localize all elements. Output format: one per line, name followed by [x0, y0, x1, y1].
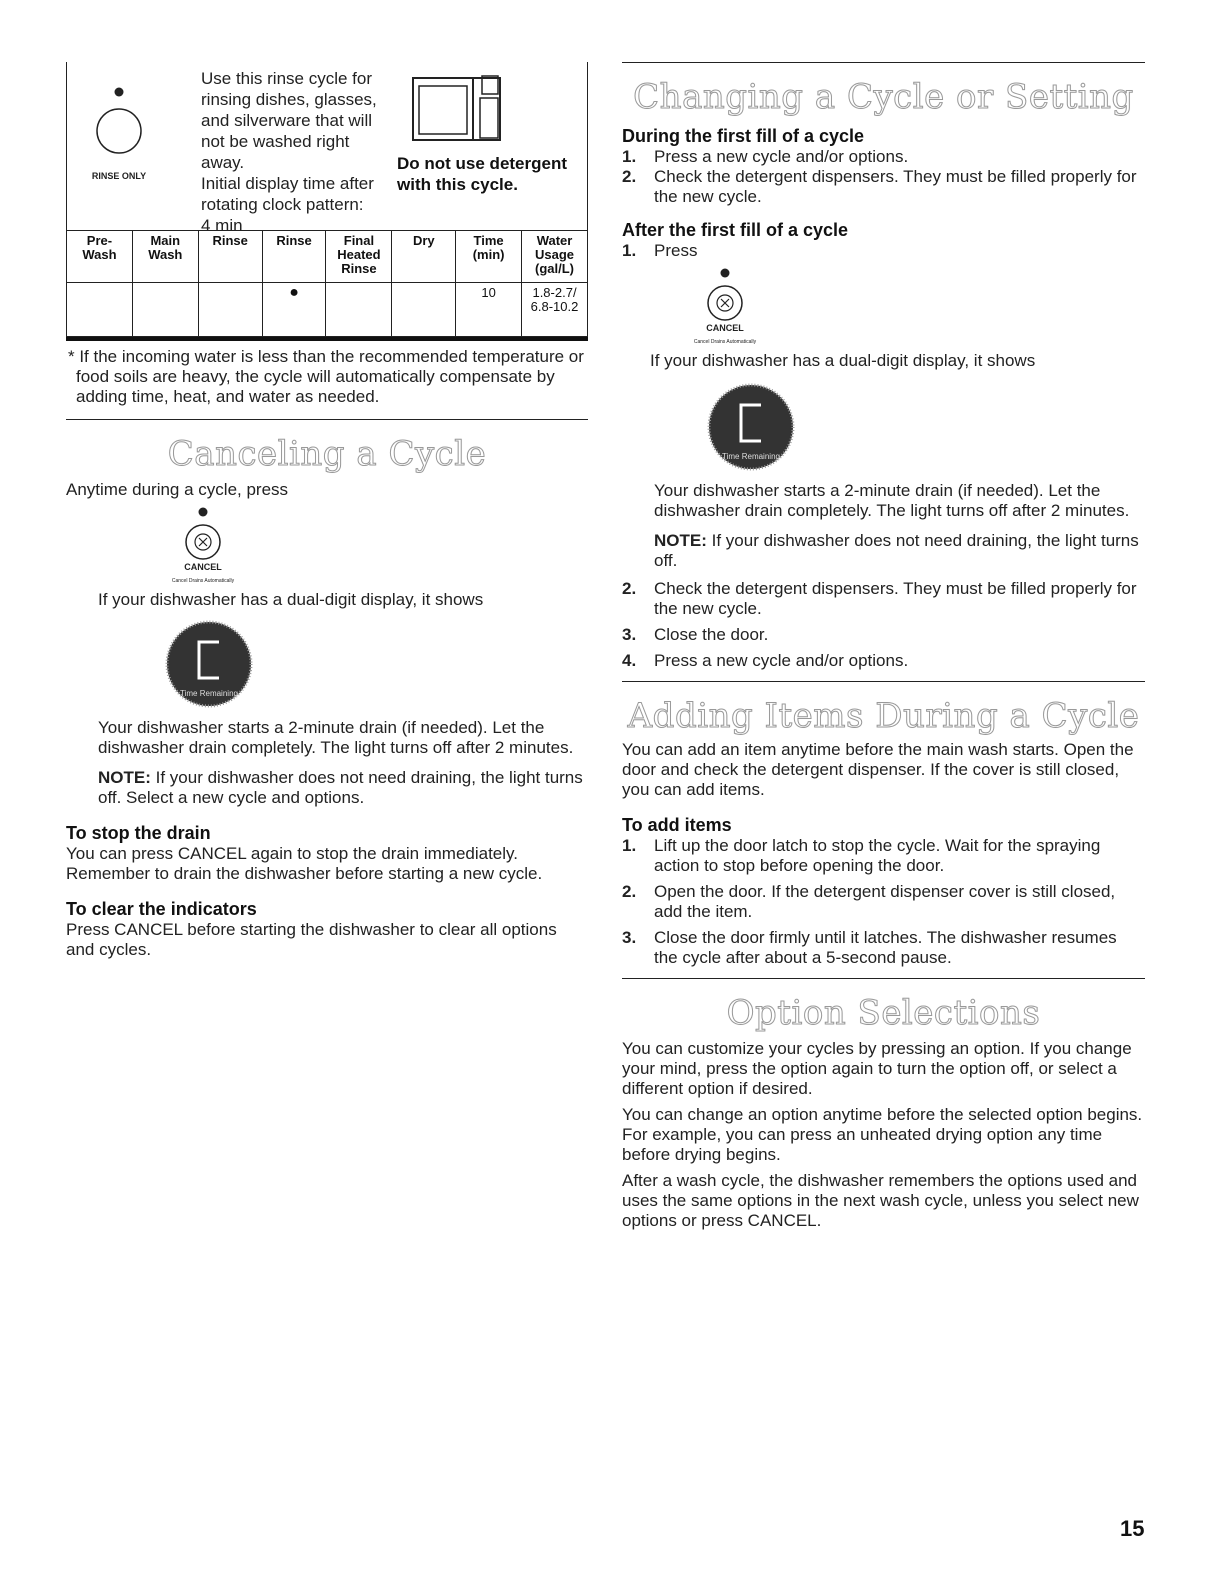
options-paragraph: After a wash cycle, the dishwasher remembers the options used and uses the same options in the next wash cycle, unless you select new options or press CANCEL. — [622, 1171, 1139, 1230]
desc-line: and silverware that will — [201, 111, 373, 130]
step-text: Lift up the door latch to stop the cycle. Wait for the spraying action to stop before opening the door. — [654, 836, 1101, 875]
list-item: 3 . Close the door. — [622, 625, 1145, 645]
note-label: NOTE: — [654, 531, 707, 550]
cycle-table — [66, 230, 588, 337]
display-text: If your dishwasher has a dual-digit display, it shows — [98, 590, 484, 609]
cancel-label: CANCEL — [706, 323, 744, 333]
col-header: Rinse — [198, 231, 262, 283]
dual-digit-display-icon — [704, 383, 798, 471]
col-header: Rinse — [262, 231, 326, 283]
adding-intro: You can add an item anytime before the main wash starts. Open the door and check the detergent dispenser. If the cover is still closed, you can add items. — [622, 740, 1134, 799]
section-title-options: Option Selections — [726, 993, 1041, 1033]
table-cell: 10 — [456, 283, 522, 337]
section-title-changing: Changing a Cycle or Setting — [633, 77, 1134, 117]
table-cell: ● — [262, 283, 326, 337]
note-label: NOTE: — [98, 768, 151, 787]
display-text: If your dishwasher has a dual-digit display, it shows — [650, 351, 1036, 370]
right-column — [622, 62, 1145, 1231]
footnote: * If the incoming water is less than the recommended temperature or food soils are heavy, the cycle will automatically compensate by adding time, heat, and water as needed. — [68, 347, 584, 406]
dishwasher-dispenser-icon — [412, 74, 506, 144]
table-cell — [198, 283, 262, 337]
divider — [622, 681, 1145, 682]
section-title-canceling: Canceling a Cycle — [167, 434, 487, 474]
table-header-row — [67, 231, 588, 283]
cancel-button-icon — [168, 506, 238, 586]
desc-line: away. — [201, 153, 245, 172]
desc-line: not be washed right — [201, 132, 350, 151]
col-header: Dry — [392, 231, 456, 283]
step-text: Press a new cycle and/or options. — [654, 651, 909, 670]
table-cell — [326, 283, 392, 337]
cancel-sublabel: Cancel Drains Automatically — [171, 578, 235, 584]
display-caption: Time Remaining — [722, 452, 780, 461]
table-cell — [67, 283, 133, 337]
list-item: 4 . Press a new cycle and/or options. — [622, 651, 1145, 671]
drain-text: Your dishwasher starts a 2-minute drain (if needed). Let the dishwasher drain completely. The light turns off after 2 minutes. — [654, 481, 1130, 520]
rinse-only-panel — [66, 62, 588, 235]
desc-line: 4 min — [201, 216, 243, 235]
divider — [622, 978, 1145, 979]
note-text: If your dishwasher does not need draining, the light turns off. — [654, 531, 1139, 570]
col-header: Main Wash — [132, 231, 198, 283]
list-item: 2 . Open the door. If the detergent dispenser cover is still closed, add the item. — [622, 882, 1145, 922]
step-text: Check the detergent dispensers. They must be filled properly for the new cycle. — [654, 167, 1137, 206]
col-header: Final Heated Rinse — [326, 231, 392, 283]
options-paragraph: You can customize your cycles by pressing an option. If you change your mind, press the option again to turn the option off, or select a different option if desired. — [622, 1039, 1132, 1098]
divider — [66, 419, 588, 420]
desc-line: rinsing dishes, glasses, — [201, 90, 377, 109]
more-steps — [622, 579, 1145, 671]
table-bottom-rule — [66, 337, 588, 341]
rinse-only-label: RINSE ONLY — [91, 171, 147, 181]
canceling-intro: Anytime during a cycle, press — [66, 480, 289, 499]
add-items-heading: To add items — [622, 815, 732, 835]
note — [654, 531, 1145, 571]
after-fill-steps — [622, 241, 1145, 261]
divider — [622, 62, 1145, 63]
step-text: Close the door firmly until it latches. The dishwasher resumes the cycle after about a 5-second pause. — [654, 928, 1117, 967]
note — [98, 768, 588, 808]
left-column — [66, 62, 588, 960]
rinse-description — [201, 68, 401, 236]
cancel-label: CANCEL — [184, 562, 222, 572]
options-paragraph: You can change an option anytime before the selected option begins. For example, you can press an unheated drying option any time before drying begins. — [622, 1105, 1143, 1164]
dual-digit-display-icon — [162, 620, 256, 708]
list-item: 1 . Press a new cycle and/or options. — [622, 147, 1145, 167]
col-header: Pre- Wash — [67, 231, 133, 283]
rinse-only-icon — [89, 84, 149, 184]
cancel-sublabel: Cancel Drains Automatically — [693, 339, 757, 345]
step-text: Open the door. If the detergent dispenser cover is still closed, add the item. — [654, 882, 1116, 921]
clear-indicators-text: Press CANCEL before starting the dishwasher to clear all options and cycles. — [66, 920, 557, 959]
after-fill-heading: After the first fill of a cycle — [622, 220, 849, 240]
col-header: Time (min) — [456, 231, 522, 283]
list-item: 1 . Press — [622, 241, 1145, 261]
page-number: 15 — [1120, 1516, 1145, 1541]
note-text: If your dishwasher does not need draining, the light turns off. Select a new cycle and options. — [98, 768, 583, 807]
desc-line: Initial display time after — [201, 174, 374, 193]
table-row — [67, 283, 588, 337]
first-fill-steps — [622, 147, 1145, 207]
drain-text: Your dishwasher starts a 2-minute drain (if needed). Let the dishwasher drain completely. The light turns off after 2 minutes. — [98, 718, 574, 757]
step-text: Press a new cycle and/or options. — [654, 147, 909, 166]
display-caption: Time Remaining — [180, 689, 238, 698]
table-cell — [132, 283, 198, 337]
desc-line: Use this rinse cycle for — [201, 69, 372, 88]
section-title-adding: Adding Items During a Cycle — [627, 696, 1140, 736]
table-cell — [392, 283, 456, 337]
no-detergent-warning: Do not use detergent with this cycle. — [397, 154, 568, 194]
col-header: Water Usage (gal/L) — [522, 231, 588, 283]
desc-line: rotating clock pattern: — [201, 195, 364, 214]
stop-drain-heading: To stop the drain — [66, 823, 211, 843]
first-fill-heading: During the first fill of a cycle — [622, 126, 865, 146]
add-items-steps — [622, 836, 1145, 968]
table-cell: 1.8-2.7/ 6.8-10.2 — [522, 283, 588, 337]
cancel-button-icon — [690, 267, 760, 347]
list-item: 2 . Check the detergent dispensers. They must be filled properly for the new cycle. — [622, 579, 1145, 619]
list-item: 2 . Check the detergent dispensers. They must be filled properly for the new cycle. — [622, 167, 1145, 207]
list-item: 1 . Lift up the door latch to stop the cycle. Wait for the spraying action to stop before opening the door. — [622, 836, 1145, 876]
list-item: 3 . Close the door firmly until it latches. The dishwasher resumes the cycle after about a 5-second pause. — [622, 928, 1145, 968]
step-text: Close the door. — [654, 625, 769, 644]
clear-indicators-heading: To clear the indicators — [66, 899, 257, 919]
stop-drain-text: You can press CANCEL again to stop the drain immediately. Remember to drain the dishwasher before starting a new cycle. — [66, 844, 543, 883]
step-text: Press — [654, 241, 698, 260]
step-text: Check the detergent dispensers. They must be filled properly for the new cycle. — [654, 579, 1137, 618]
